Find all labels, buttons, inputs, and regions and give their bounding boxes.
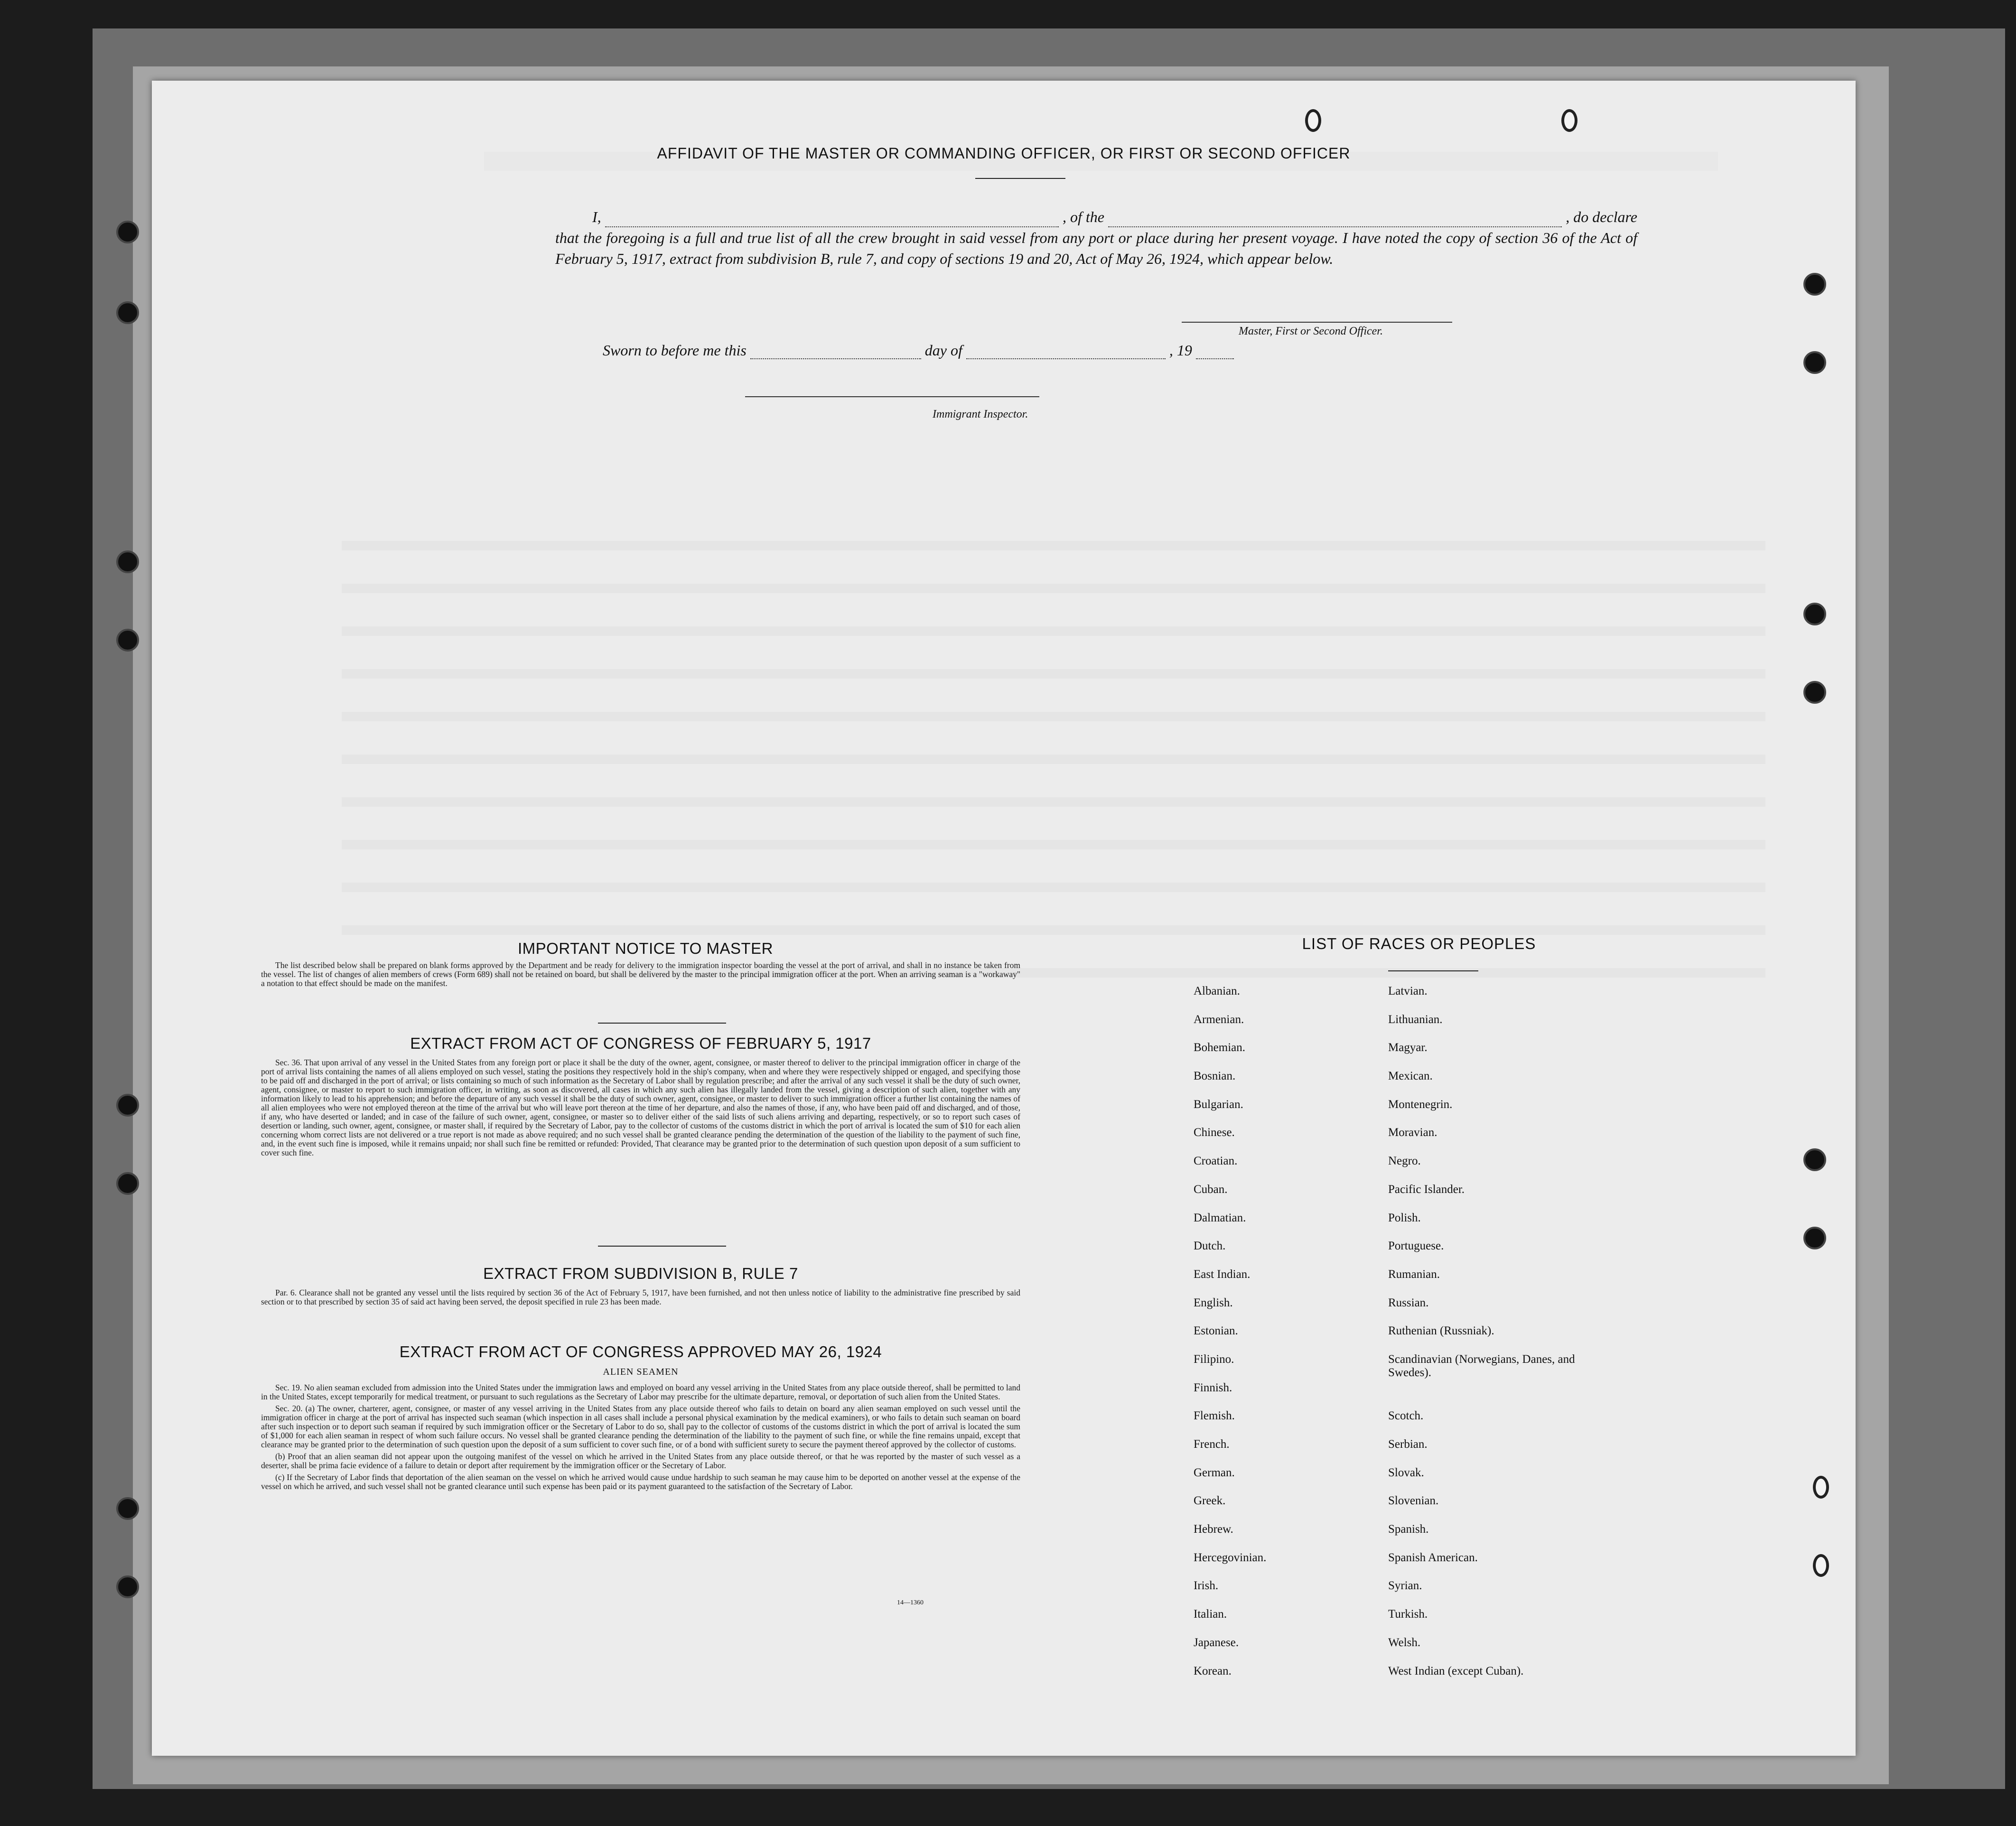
race-item: Montenegrin. xyxy=(1388,1098,1453,1111)
race-item: Slovenian. xyxy=(1388,1494,1439,1508)
race-item: Scotch. xyxy=(1388,1409,1424,1423)
races-title: LIST OF RACES OR PEOPLES xyxy=(1302,935,1536,952)
sworn-day-field[interactable] xyxy=(750,346,921,359)
race-item: Lithuanian. xyxy=(1388,1013,1443,1026)
race-item: Bohemian. xyxy=(1194,1041,1246,1054)
race-item: Spanish. xyxy=(1388,1523,1429,1536)
bleed-through-mark xyxy=(342,508,1765,982)
binder-hole-icon xyxy=(1305,109,1321,132)
race-item: Spanish American. xyxy=(1388,1551,1478,1564)
race-item: Polish. xyxy=(1388,1211,1421,1224)
binder-hole-icon xyxy=(1813,1476,1829,1499)
race-item: Bosnian. xyxy=(1194,1070,1236,1083)
race-item: Cuban. xyxy=(1194,1183,1228,1196)
binder-hole-icon xyxy=(116,1172,139,1195)
section-36-paragraph: Sec. 36. That upon arrival of any vessel in the United States from any foreign port or place it shall be the duty of the owner, agent, consignee, or master thereof to deliver to the principal immigration officer in charge of the port of arrival lists containing the names of all aliens employed on such vessel, stating the positions they respectively hold in the ship's company, when and where they were respectively shipped or engaged, and specifying those to be paid off and discharged in the port of arrival; or lists containing so much of such information as the Secretary of Labor shall by regulation prescribe; and after the arrival of any such vessel it shall be the duty of such owner, agent, consignee, or master to report to such immigration officer, in writing, as soon as discovered, all cases in which any such alien has illegally landed from the vessel, giving a description of such alien, together with any information likely to lead to his apprehension; and before the departure of any such vessel it shall be the duty of such owner, agent, consignee, or master to deliver to such immigration officer a further list containing the names of all alien employees who were not employed thereon at the time of the arrival but who will leave port thereon at the time of her departure, and also the names of those, if any, who have been paid off and discharged, and of those, if any, who have deserted or landed; and in case of the failure of such owner, agent, consignee, or master so to deliver either of the said lists of such aliens arriving and departing, respectively, or so to report such cases of desertion or landing, such owner, agent, consignee, or master shall, if required by the Secretary of Labor, pay to the collector of customs of the customs district in which the port of arrival is located the sum of $10 for each alien concerning whom correct lists are not delivered or a true report is not made as above required; and no such vessel shall be granted clearance pending the determination of the question of the liability to the payment of such fine, and, in the event such fine is imposed, while it remains unpaid; nor shall such fine be remitted or refunded: Provided, That clearance may be granted prior to the determination of such question upon deposit of a sum sufficient to cover such fine. xyxy=(261,1058,1020,1157)
race-item: Flemish. xyxy=(1194,1409,1235,1423)
master-signature-line[interactable] xyxy=(1182,322,1452,323)
race-item: Portuguese. xyxy=(1388,1239,1444,1253)
section-20a-paragraph: Sec. 20. (a) The owner, charterer, agent, consignee, or master of any vessel arriving in the United States from any place outside thereof who fails to detain on board any alien seaman employed on such vessel until the immigration officer in charge at the port of arrival has inspected such seaman (which inspection in all cases shall include a personal physical examination by the medical examiners), or who fails to detain such seaman on board after such inspection or to deport such seaman if required by such immigration officer or the Secretary of Labor to do so, shall pay to the collector of customs of the customs district in which the port of arrival is located the sum of $1,000 for each alien seaman in respect of whom such failure occurs. No vessel shall be granted clearance pending the determination of the liability to the payment of such fine, or while the fine remains unpaid, except that clearance may be granted prior to the determination of such question upon the deposit of a sum sufficient to cover such fine, or of a bond with sufficient surety to secure the payment thereof approved by the collector of customs. xyxy=(261,1404,1020,1449)
race-item: Latvian. xyxy=(1388,985,1428,997)
race-item: Greek. xyxy=(1194,1494,1226,1508)
race-item: Filipino. xyxy=(1194,1352,1234,1366)
race-item: Syrian. xyxy=(1388,1579,1422,1593)
extract-1917-text xyxy=(261,1058,1020,1160)
race-item: Croatian. xyxy=(1194,1155,1238,1168)
affidavit-title: AFFIDAVIT OF THE MASTER OR COMMANDING OFFICER, OR FIRST OR SECOND OFFICER xyxy=(657,145,1351,162)
alien-seamen-subtitle: ALIEN SEAMEN xyxy=(603,1367,679,1377)
binder-hole-icon xyxy=(116,629,139,652)
race-item: Moravian. xyxy=(1388,1126,1437,1139)
affidavit-statement: that the foregoing is a full and true list of all the crew brought in said vessel from any port or place during her present voyage. I have noted the copy of section 36 of the Act of February 5, 1917, extract from subdivision B, rule 7, and copy of sections 19 and 20, Act of May 26, 1924, which appear below. xyxy=(555,229,1637,267)
subdivision-b-text xyxy=(261,1288,1020,1309)
notice-text xyxy=(261,961,1020,991)
race-item: Dutch. xyxy=(1194,1239,1226,1253)
race-item: Finnish. xyxy=(1194,1381,1232,1394)
binder-hole-icon xyxy=(1803,273,1826,296)
race-item: Welsh. xyxy=(1388,1636,1421,1649)
form-number: 14—1360 xyxy=(897,1599,924,1606)
race-item: West Indian (except Cuban). xyxy=(1388,1664,1524,1677)
notice-paragraph: The list described below shall be prepared on blank forms approved by the Department and be ready for delivery to the immigration inspector boarding the vessel at the port of arrival, and shall in no instance be taken from the vessel. The list of changes of alien members of crews (Form 689) shall not be retained on board, but shall be delivered by the master to the principal immigration officer at the port. When an arriving seaman is a "workaway" a notation to that effect should be made on the manifest. xyxy=(261,960,1020,988)
binder-hole-icon xyxy=(116,550,139,573)
race-item: Negro. xyxy=(1388,1155,1421,1168)
binder-hole-icon xyxy=(1803,603,1826,625)
race-item: Slovak. xyxy=(1388,1466,1424,1479)
race-item: English. xyxy=(1194,1296,1233,1309)
sworn-month-field[interactable] xyxy=(966,346,1166,359)
race-item: Italian. xyxy=(1194,1608,1227,1621)
race-item: Serbian. xyxy=(1388,1438,1428,1451)
races-column-2 xyxy=(1388,985,1587,1693)
inspector-caption: Immigrant Inspector. xyxy=(933,408,1028,420)
race-item: Russian. xyxy=(1388,1296,1429,1309)
binder-hole-icon xyxy=(116,1094,139,1117)
race-item: Hebrew. xyxy=(1194,1523,1233,1536)
section-divider xyxy=(598,1246,726,1247)
race-item: Magyar. xyxy=(1388,1041,1428,1054)
race-item: Dalmatian. xyxy=(1194,1211,1246,1224)
extract-1917-title: EXTRACT FROM ACT OF CONGRESS OF FEBRUARY 5, 1917 xyxy=(410,1034,871,1052)
binder-hole-icon xyxy=(1813,1554,1829,1577)
race-item: Ruthenian (Russniak). xyxy=(1388,1324,1494,1338)
race-item: Albanian. xyxy=(1194,985,1240,997)
race-item: Turkish. xyxy=(1388,1608,1428,1621)
race-item: Estonian. xyxy=(1194,1324,1238,1338)
of-the-label: , of the xyxy=(1062,208,1104,225)
binder-hole-icon xyxy=(1561,109,1577,132)
race-item: East Indian. xyxy=(1194,1267,1251,1281)
sworn-line xyxy=(603,342,1409,359)
year-label: , 19 xyxy=(1169,342,1192,359)
binder-hole-icon xyxy=(116,1497,139,1520)
inspector-signature-line[interactable] xyxy=(745,396,1039,397)
race-item: Japanese. xyxy=(1194,1636,1239,1649)
races-column-1 xyxy=(1194,985,1374,1693)
sworn-label: Sworn to before me this xyxy=(603,342,747,359)
binder-hole-icon xyxy=(1803,1148,1826,1171)
extract-1924-title: EXTRACT FROM ACT OF CONGRESS APPROVED MAY 26, 1924 xyxy=(399,1343,882,1360)
race-item: Armenian. xyxy=(1194,1013,1244,1026)
i-label: I, xyxy=(592,208,601,225)
binder-hole-icon xyxy=(1803,681,1826,704)
day-of-label: day of xyxy=(924,342,962,359)
race-item: Hercegovinian. xyxy=(1194,1551,1267,1564)
race-item: Korean. xyxy=(1194,1664,1232,1677)
binder-hole-icon xyxy=(1803,351,1826,374)
race-item: French. xyxy=(1194,1438,1230,1451)
race-item: Rumanian. xyxy=(1388,1267,1440,1281)
race-item: German. xyxy=(1194,1466,1235,1479)
section-divider xyxy=(598,1023,726,1024)
binder-hole-icon xyxy=(116,1575,139,1598)
affidavit-declaration-line xyxy=(555,206,1637,227)
race-item: Bulgarian. xyxy=(1194,1098,1243,1111)
race-item: Irish. xyxy=(1194,1579,1219,1593)
affidavit-body xyxy=(555,206,1637,269)
section-20c-paragraph: (c) If the Secretary of Labor finds that deportation of the alien seaman on the vessel on which he arrived would cause undue hardship to such seaman he may cause him to be deported on another vessel at the expense of the vessel on which he arrived, and such vessel shall not be granted clearance until such expense has been paid or its payment guaranteed to the satisfaction of the Secretary of Labor. xyxy=(261,1472,1020,1491)
binder-hole-icon xyxy=(116,221,139,243)
notice-title: IMPORTANT NOTICE TO MASTER xyxy=(517,940,773,957)
master-caption: Master, First or Second Officer. xyxy=(1239,325,1383,337)
binder-hole-icon xyxy=(1803,1227,1826,1249)
paragraph-6: Par. 6. Clearance shall not be granted any vessel until the lists required by section 36 of the Act of February 5, 1917, have been furnished, and not then unless notice of liability to the administrative fine prescribed by said section or to that prescribed by section 35 of said act having been served, the deposit specified in rule 23 has been made. xyxy=(261,1288,1020,1306)
vessel-field[interactable] xyxy=(1108,214,1562,227)
title-underline xyxy=(1388,970,1478,971)
race-item: Scandinavian (Norwegians, Danes, and Swedes). xyxy=(1388,1352,1575,1379)
race-item: Chinese. xyxy=(1194,1126,1235,1139)
extract-1924-text xyxy=(261,1383,1020,1494)
subdivision-b-title: EXTRACT FROM SUBDIVISION B, RULE 7 xyxy=(483,1265,798,1282)
name-field[interactable] xyxy=(605,214,1059,227)
race-item: Mexican. xyxy=(1388,1070,1433,1083)
binder-hole-icon xyxy=(116,301,139,324)
section-20b-paragraph: (b) Proof that an alien seaman did not appear upon the outgoing manifest of the vessel on which he arrived in the United States from any place outside thereof, or that he was reported by the master of such vessel as a deserter, shall be prima facie evidence of a failure to detain or deport after requirement by the immigration officer or the Secretary of Labor. xyxy=(261,1452,1020,1470)
sworn-year-field[interactable] xyxy=(1196,346,1234,359)
manifest-page xyxy=(152,81,1856,1756)
race-item: Pacific Islander. xyxy=(1388,1183,1465,1196)
section-19-paragraph: Sec. 19. No alien seaman excluded from admission into the United States under the immigration laws and employed on board any vessel arriving in the United States from any place outside thereof, shall be permitted to land in the United States, except temporarily for medical treatment, or pursuant to such regulations as the Secretary of Labor may prescribe for the ultimate departure, removal, or deportation of such alien from the United States. xyxy=(261,1383,1020,1401)
do-declare-label: , do declare xyxy=(1566,208,1637,225)
title-underline xyxy=(975,178,1065,179)
